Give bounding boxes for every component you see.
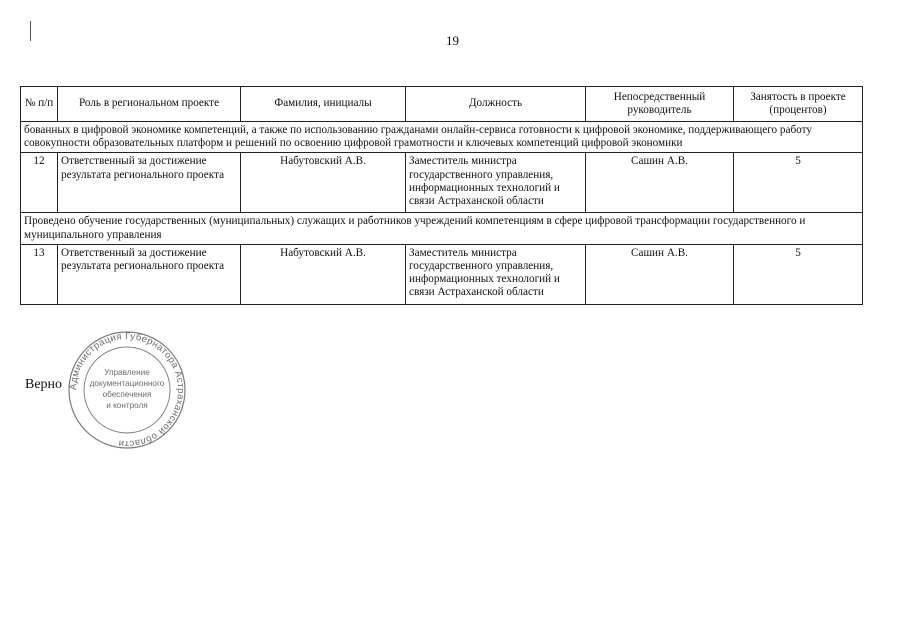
section-row <box>21 122 863 153</box>
header-name: Фамилия, инициалы <box>241 87 406 122</box>
section-row <box>21 213 863 244</box>
official-stamp <box>60 330 194 450</box>
section-title: Проведено обучение государственных (муниципальных) служащих и работников учреждений компетенциям в сфере цифровой трансформации государственного и муниципального управления <box>21 213 863 244</box>
row-load: 5 <box>734 244 863 304</box>
row-position: Заместитель министра государственного управления, информационных технологий и связи Астраханской области <box>406 244 586 304</box>
row-position: Заместитель министра государственного управления, информационных технологий и связи Астраханской области <box>406 153 586 213</box>
row-number: 12 <box>21 153 58 213</box>
svg-text:документационного: документационного <box>89 379 165 388</box>
svg-text:Администрация Губернатора Астр: Администрация Губернатора Астраханской области <box>67 330 187 450</box>
header-role: Роль в региональном проекте <box>58 87 241 122</box>
row-name: Набутовский А.В. <box>241 153 406 213</box>
svg-text:и контроля: и контроля <box>106 401 148 410</box>
row-name: Набутовский А.В. <box>241 244 406 304</box>
table-row <box>21 244 863 304</box>
row-role: Ответственный за достижение результата регионального проекта <box>58 244 241 304</box>
header-number: № п/п <box>21 87 58 122</box>
project-staff-table <box>20 86 863 305</box>
svg-text:Управление: Управление <box>104 368 150 377</box>
row-manager: Сашин А.В. <box>586 244 734 304</box>
header-manager: Непосредственный руководитель <box>586 87 734 122</box>
row-role: Ответственный за достижение результата регионального проекта <box>58 153 241 213</box>
row-manager: Сашин А.В. <box>586 153 734 213</box>
header-load: Занятость в проекте (процентов) <box>734 87 863 122</box>
table-header-row <box>21 87 863 122</box>
row-number: 13 <box>21 244 58 304</box>
page-number: 19 <box>446 33 459 48</box>
certified-true-label: Верно <box>25 377 63 392</box>
table-row <box>21 153 863 213</box>
row-load: 5 <box>734 153 863 213</box>
section-title: бованных в цифровой экономике компетенций, а также по использованию гражданами онлайн-сервиса готовности к цифровой экономике, поддерживающего работу совокупности образовательных платформ и решений по освоению цифровой грамотности и ключевых компетенций цифровой экономики <box>21 122 863 153</box>
header-position: Должность <box>406 87 586 122</box>
svg-text:обеспечения: обеспечения <box>102 390 152 399</box>
